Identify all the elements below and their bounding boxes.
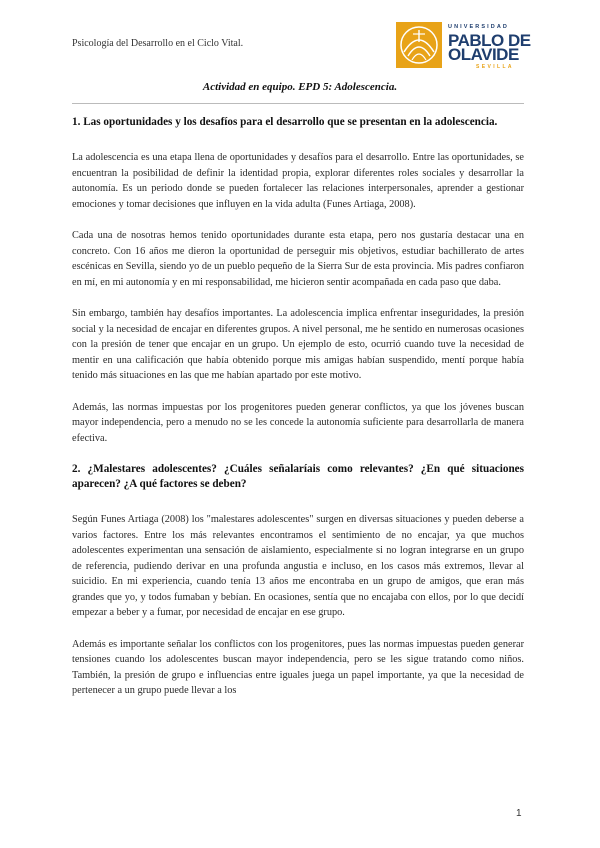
document-body bbox=[72, 115, 524, 715]
section-1-paragraph: La adolescencia es una etapa llena de oportunidades y desafíos para el desarrollo. Entre las oportunidades, se encuentran la posibilidad de definir la identidad propia, explorar diferentes roles sociales y desarrollar la autonomía. Es un periodo donde se pueden fortalecer las relaciones interpersonales, aprender a gestionar emociones y tomar decisiones que influyen en la vida adulta (Funes Artiaga, 2008). bbox=[72, 152, 524, 210]
section-1-paragraph: Cada una de nosotras hemos tenido oportunidades durante esta etapa, pero nos gustaría destacar una en concreto. Con 16 años me dieron la oportunidad de perseguir mis objetivos, estudiar bachillerato de artes escénicas en Sevilla, siendo yo de un pueblo pequeño de la Sierra Sur de esta provincia. Mis padres confiaron en mí, en mi autonomía y en mi responsabilidad, me hicieron sentir acompañada en cada paso que daba. bbox=[72, 230, 524, 288]
university-seal-icon bbox=[396, 22, 442, 68]
section-2-heading: 2. ¿Malestares adolescentes? ¿Cuáles señalaríais como relevantes? ¿En qué situaciones aparecen? ¿A qué factores se deben? bbox=[72, 463, 524, 490]
page-number: 1 bbox=[516, 808, 522, 819]
section-2-paragraph: Según Funes Artiaga (2008) los "malestares adolescentes" surgen en diversas situaciones y pueden deberse a varios factores. Entre los más relevantes encontramos el sentimiento de no encajar, ya que muchos adolescentes experimentan una sensación de aislamiento, especialmente si no logran integrarse en un grupo de referencia, pudiendo derivar en una profunda angustia e incluso, en los casos más extremos, llevar al suicidio. En mi experiencia, cuando tenía 13 años me encontraba en un grupo de amigos, que eran más grandes que yo, y todos fumaban y bebían. En ocasiones, sentía que no encajaba con ellos, por lo que decidí empezar a beber y a fumar, por necesidad de encajar en ese grupo. bbox=[72, 514, 524, 618]
section-2-paragraph: Además es importante señalar los conflictos con los progenitores, pues las normas impuestas pueden generar tensiones cuando los adolescentes buscan mayor independencia, pero se les sigue tratando como niños. También, la presión de grupo e influencias entre iguales juega un papel importante, ya que la necesidad de pertenecer a un grupo puede llevar a los bbox=[72, 638, 524, 696]
document-title: Actividad en equipo. EPD 5: Adolescencia. bbox=[202, 81, 398, 93]
section-1-paragraph: Además, las normas impuestas por los progenitores pueden generar conflictos, ya que los jóvenes buscan mayor independencia, pero a menudo no se les concede la autonomía suficiente para desarrollarla de manera efectiva. bbox=[72, 401, 524, 444]
logo-university-text: UNIVERSIDAD bbox=[448, 24, 509, 30]
university-logo bbox=[396, 22, 536, 72]
section-1-heading: 1. Las oportunidades y los desafíos para el desarrollo que se presentan en la adolescencia. bbox=[72, 116, 498, 128]
title-divider bbox=[72, 103, 524, 104]
course-header: Psicología del Desarrollo en el Ciclo Vital. bbox=[72, 38, 244, 49]
logo-name-line2: OLAVIDE bbox=[448, 45, 519, 64]
logo-city-text: SEVILLA bbox=[476, 64, 514, 70]
section-1-paragraph: Sin embargo, también hay desafíos importantes. La adolescencia implica enfrentar inseguridades, la presión social y la necesidad de encajar en diferentes grupos. A nivel personal, me he sentido en numerosas ocasiones con la presión de tener que encajar en un grupo. Un ejemplo de esto, ocurrió cuando tuve la necesidad de mentir en una calificación que había obtenido porque mis amigas habían suspendido, mentí porque había tenido más situaciones en las que me habían apartado por este motivo. bbox=[72, 308, 524, 381]
logo-name-line1: PABLO DE bbox=[448, 31, 531, 50]
